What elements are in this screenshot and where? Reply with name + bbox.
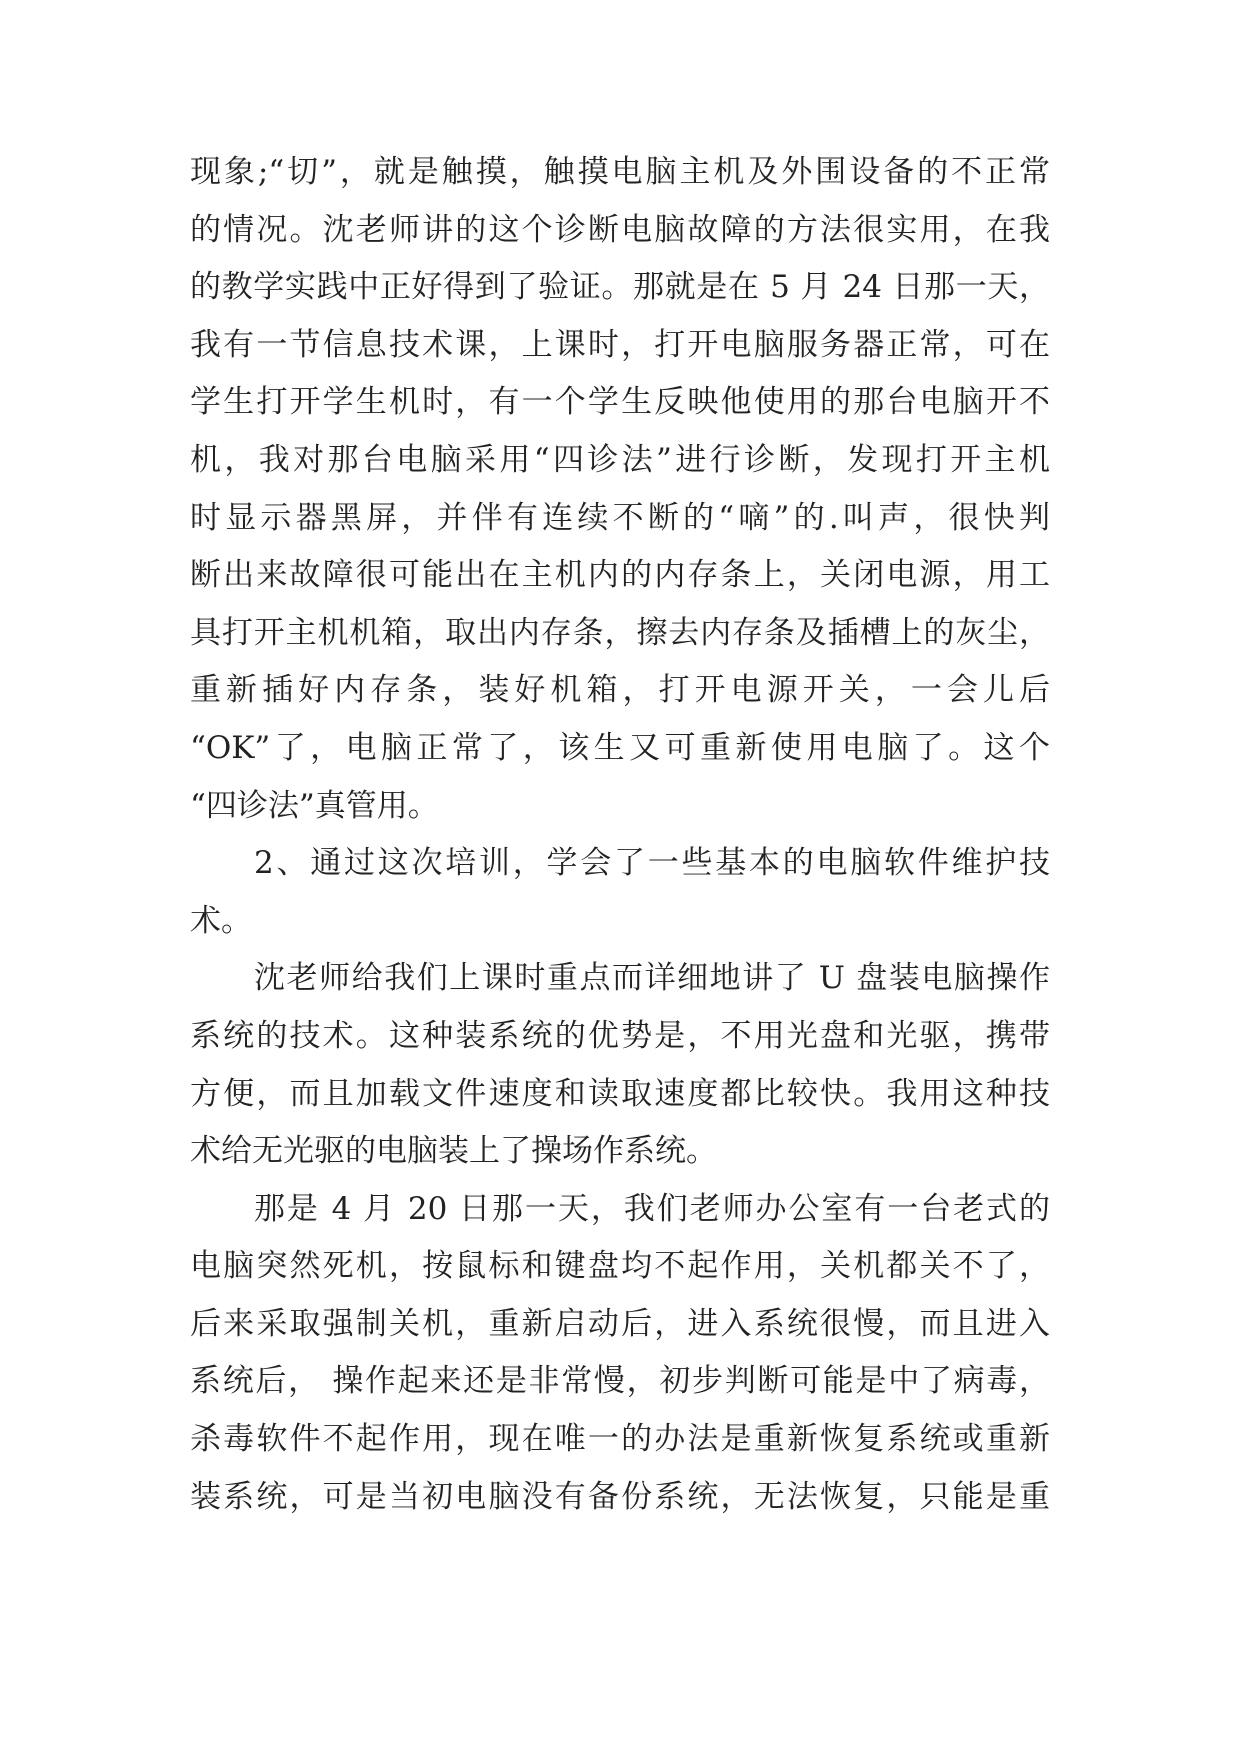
document-body bbox=[190, 144, 1050, 1526]
text-line: 断出来故障很可能出在主机内的内存条上，关闭电源，用工 bbox=[190, 557, 1050, 594]
text-line: 的情况。沈老师讲的这个诊断电脑故障的方法很实用，在我 bbox=[190, 211, 1050, 248]
text-line: 方便，而且加载文件速度和读取速度都比较快。我用这种技 bbox=[190, 1075, 1050, 1112]
text-line: 后来采取强制关机，重新启动后，进入系统很慢，而且进入 bbox=[190, 1305, 1050, 1342]
text-line: 现象;“切”，就是触摸，触摸电脑主机及外围设备的不正常 bbox=[190, 154, 1050, 190]
text-line: “OK”了，电脑正常了，该生又可重新使用电脑了。这个 bbox=[190, 729, 1050, 766]
text-line: “四诊法”真管用。 bbox=[190, 787, 439, 824]
text-line: 具打开主机机箱，取出内存条，擦去内存条及插槽上的灰尘， bbox=[190, 614, 1050, 651]
text-line: 沈老师给我们上课时重点而详细地讲了 U 盘装电脑操作 bbox=[254, 960, 1050, 997]
text-line: 时显示器黑屏，并伴有连续不断的“嘀”的.叫声，很快判 bbox=[190, 499, 1050, 536]
text-line: 那是 4 月 20 日那一天，我们老师办公室有一台老式的 bbox=[254, 1190, 1050, 1227]
text-line: 我有一节信息技术课，上课时，打开电脑服务器正常，可在 bbox=[190, 326, 1050, 363]
text-line: 系统的技术。这种装系统的优势是，不用光盘和光驱，携带 bbox=[190, 1017, 1050, 1054]
text-line: 学生打开学生机时，有一个学生反映他使用的那台电脑开不 bbox=[190, 384, 1050, 421]
text-line: 术给无光驱的电脑装上了操场作系统。 bbox=[190, 1133, 717, 1170]
text-line: 2、通过这次培训，学会了一些基本的电脑软件维护技 bbox=[254, 845, 1050, 882]
text-line: 装系统，可是当初电脑没有备份系统，无法恢复，只能是重 bbox=[190, 1478, 1050, 1515]
text-line: 电脑突然死机，按鼠标和键盘均不起作用，关机都关不了， bbox=[190, 1248, 1050, 1285]
text-line: 系统后， 操作起来还是非常慢，初步判断可能是中了病毒， bbox=[190, 1363, 1050, 1400]
text-line: 杀毒软件不起作用，现在唯一的办法是重新恢复系统或重新 bbox=[190, 1421, 1050, 1458]
text-line: 术。 bbox=[190, 902, 252, 939]
text-line: 重新插好内存条，装好机箱，打开电源开关，一会儿后 bbox=[190, 672, 1050, 709]
text-line: 机，我对那台电脑采用“四诊法”进行诊断，发现打开主机 bbox=[190, 441, 1050, 478]
text-line: 的教学实践中正好得到了验证。那就是在 5 月 24 日那一天， bbox=[190, 269, 1050, 306]
